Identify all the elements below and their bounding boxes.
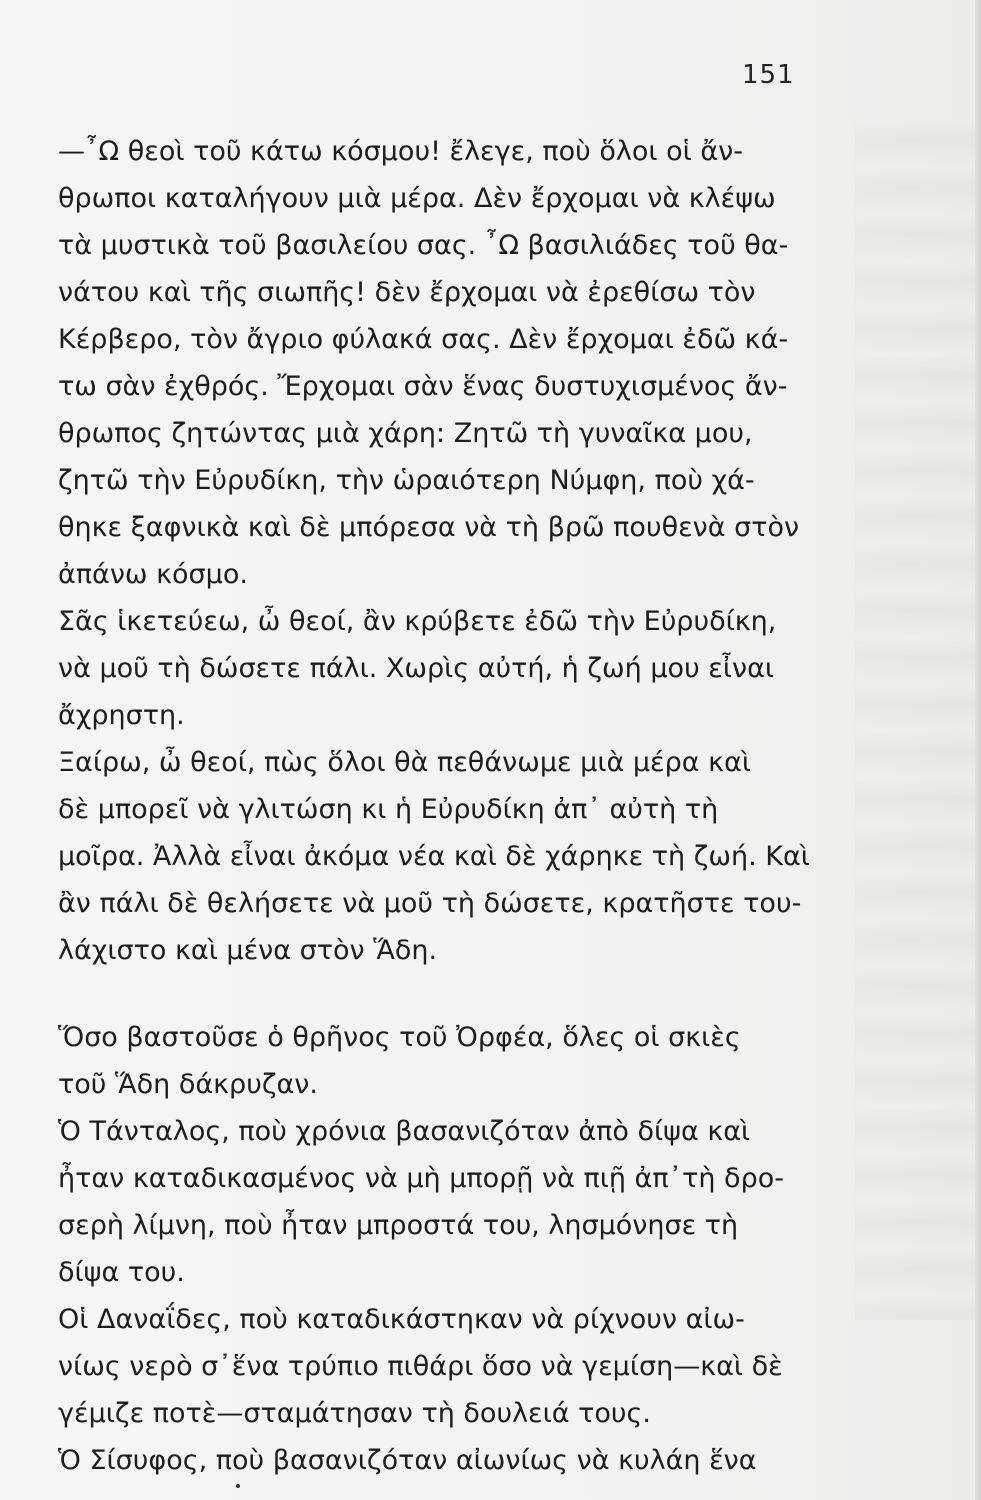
text-line: νάτου καὶ τῆς σιωπῆς! δὲν ἔρχομαι νὰ ἐρεθίσω τὸν <box>58 277 756 308</box>
text-line: ἄχρηστη. <box>58 700 185 731</box>
text-line: Ξαίρω, ὦ θεοί, πὼς ὅλοι θὰ πεθάνωμε μιὰ μέρα καὶ <box>58 747 752 778</box>
text-line: Σᾶς ἱκετεύεω, ὦ θεοί, ἂν κρύβετε ἐδῶ τὴν Εὐρυδίκη, <box>58 606 777 637</box>
text-line: νὰ μοῦ τὴ δώσετε πάλι. Χωρὶς αὐτή, ἡ ζωή μου εἶναι <box>58 653 775 684</box>
text-line: Ὁ Σίσυφος, ποὺ βασανιζόταν αἰωνίως νὰ κυλάη ἕνα <box>58 1445 757 1476</box>
text-line: ἀπάνω κόσμο. <box>58 559 248 590</box>
text-line: —῏Ω θεοὶ τοῦ κάτω κόσμου! ἔλεγε, ποὺ ὅλοι οἱ ἄν- <box>58 136 743 167</box>
text-line: μοῖρα. Ἀλλὰ εἶναι ἀκόμα νέα καὶ δὲ χάρηκε τὴ ζωή. Καὶ <box>58 841 810 872</box>
text-line: δίψα του. <box>58 1257 185 1288</box>
text-line: θρωπος ζητώντας μιὰ χάρη: Ζητῶ τὴ γυναῖκα μου, <box>58 418 753 449</box>
paragraph-gap <box>58 974 848 1014</box>
text-line: θρωποι καταλήγουν μιὰ μέρα. Δὲν ἔρχομαι νὰ κλέψω <box>58 183 776 214</box>
text-line: Ὁ Τάνταλος, ποὺ χρόνια βασανιζόταν ἀπὸ δίψα καὶ <box>58 1116 751 1147</box>
ink-speck <box>236 1484 240 1488</box>
show-through-texture <box>855 120 975 1320</box>
text-line: ἂν πάλι δὲ θελήσετε νὰ μοῦ τὴ δώσετε, κρατῆστε του- <box>58 888 802 919</box>
text-line: Κέρβερο, τὸν ἄγριο φύλακά σας. Δὲν ἔρχομαι ἐδῶ κά- <box>58 324 789 355</box>
text-line: θηκε ξαφνικὰ καὶ δὲ μπόρεσα νὰ τὴ βρῶ πουθενὰ στὸν <box>58 512 800 543</box>
text-line: ζητῶ τὴν Εὐρυδίκη, τὴν ὡραιότερη Νύμφη, ποὺ χά- <box>58 465 755 496</box>
text-line: τὰ μυστικὰ τοῦ βασιλείου σας. ῏Ω βασιλιάδες τοῦ θα- <box>58 230 789 261</box>
text-line: τοῦ Ἅδη δάκρυζαν. <box>58 1069 318 1100</box>
text-line: Οἱ Δαναΐδες, ποὺ καταδικάστηκαν νὰ ρίχνουν αἰω- <box>58 1304 745 1335</box>
text-line: ἦταν καταδικασμένος νὰ μὴ μπορῇ νὰ πιῇ ἀπ᾽τὴ δρο- <box>58 1163 784 1194</box>
text-line: γέμιζε ποτὲ—σταμάτησαν τὴ δουλειά τους. <box>58 1398 651 1429</box>
text-line: νίως νερὸ σ᾽ἕνα τρύπιο πιθάρι ὅσο νὰ γεμίση—καὶ δὲ <box>58 1351 783 1382</box>
text-line: τω σὰν ἐχθρός. Ἔρχομαι σὰν ἕνας δυστυχισμένος ἄν- <box>58 371 788 402</box>
page-number: 151 <box>742 60 795 90</box>
text-line: Ὅσο βαστοῦσε ὁ θρῆνος τοῦ Ὀρφέα, ὅλες οἱ σκιὲς <box>58 1022 741 1053</box>
text-line: σερὴ λίμνη, ποὺ ἦταν μπροστά του, λησμόνησε τὴ <box>58 1210 739 1241</box>
text-line: λάχιστο καὶ μένα στὸν Ἅδη. <box>58 935 438 966</box>
body-text <box>58 128 848 1484</box>
text-line: δὲ μπορεῖ νὰ γλιτώση κι ἡ Εὐρυδίκη ἀπ᾽ αὐτὴ τὴ <box>58 794 719 825</box>
page-edge <box>975 0 981 1500</box>
